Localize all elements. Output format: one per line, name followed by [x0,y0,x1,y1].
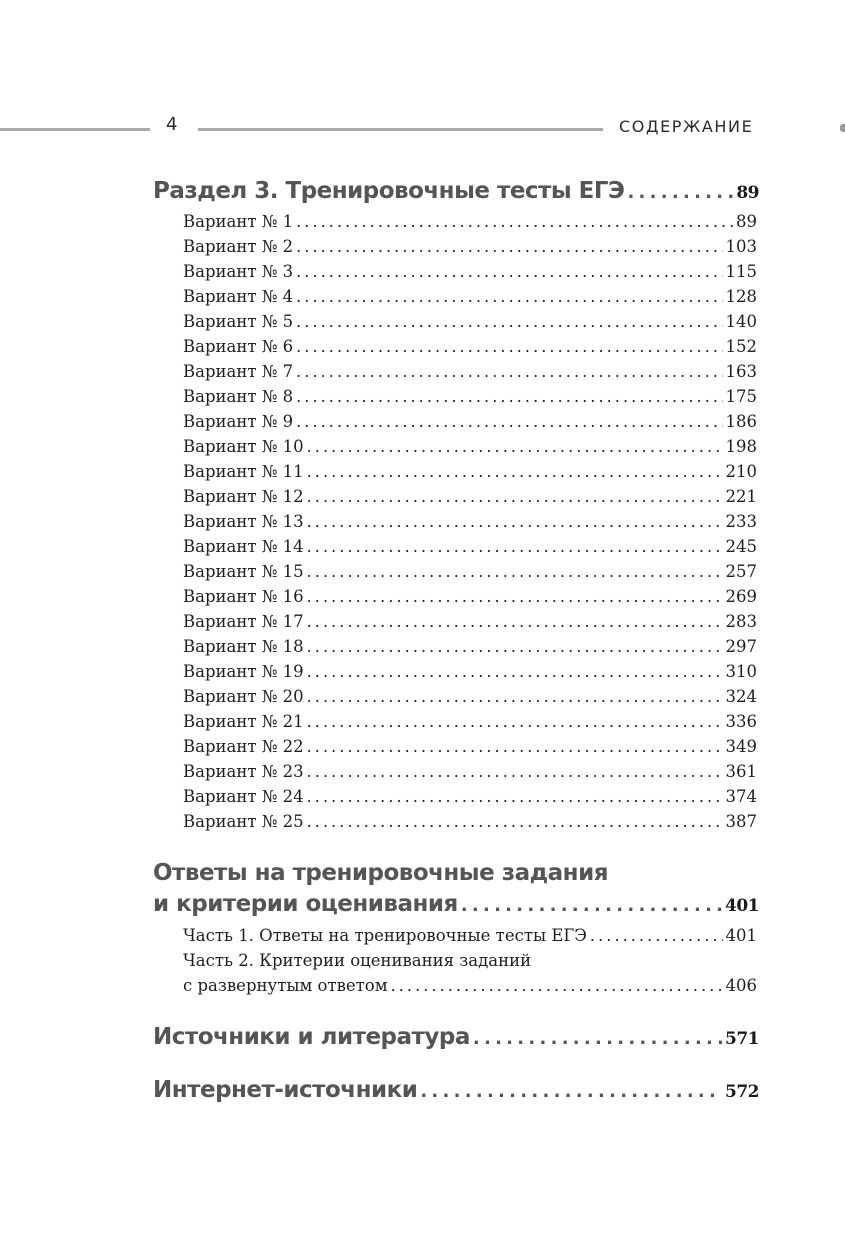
variant-page: 269 [725,587,757,606]
dot-leader [296,237,722,256]
variant-page: 336 [725,712,757,731]
toc-part-item[interactable] [183,976,757,995]
variant-page: 140 [725,312,757,331]
dot-leader [296,262,722,281]
variant-page: 324 [725,687,757,706]
dot-leader [296,337,722,356]
variant-label: Вариант № 8 [183,387,294,406]
variant-label: Вариант № 9 [183,412,294,431]
dot-leader [296,387,722,406]
variant-page: 245 [725,537,757,556]
variant-label: Вариант № 24 [183,787,304,806]
dot-leader [307,662,723,681]
toc-variant-item[interactable] [183,387,757,406]
dot-leader [307,737,723,756]
toc-variant-item[interactable] [183,612,757,631]
variant-page: 257 [725,562,757,581]
toc-variant-item[interactable] [183,487,757,506]
variant-label: Вариант № 2 [183,237,294,256]
toc-variant-item[interactable] [183,762,757,781]
toc-variant-item[interactable] [183,737,757,756]
variant-page: 233 [725,512,757,531]
toc-part2-label-line1[interactable]: Часть 2. Критерии оценивания заданий [183,951,532,970]
toc-variant-item[interactable] [183,662,757,681]
toc-variant-item[interactable] [183,812,757,831]
toc-variant-item[interactable] [183,362,757,381]
dot-leader [420,1081,722,1102]
variant-label: Вариант № 13 [183,512,304,531]
variant-label: Вариант № 19 [183,662,304,681]
toc-variant-item[interactable] [183,562,757,581]
dot-leader [590,926,723,945]
dot-leader [296,212,733,231]
variant-label: Вариант № 23 [183,762,304,781]
toc-answers-title-line1[interactable]: Ответы на тренировочные задания [153,860,608,886]
toc-sources-page: 571 [725,1029,759,1049]
variant-page: 387 [725,812,757,831]
variant-page: 103 [725,237,757,256]
page-number: 4 [166,114,178,135]
toc-variant-item[interactable] [183,512,757,531]
variant-label: Вариант № 17 [183,612,304,631]
toc-variant-item[interactable] [183,212,757,231]
variant-page: 349 [725,737,757,756]
variant-label: Вариант № 18 [183,637,304,656]
variant-label: Вариант № 14 [183,537,304,556]
running-title: СОДЕРЖАНИЕ [619,117,754,136]
variant-label: Вариант № 15 [183,562,304,581]
part-page: 401 [725,926,757,945]
variant-page: 210 [725,462,757,481]
toc-variant-item[interactable] [183,687,757,706]
dot-leader [307,812,723,831]
toc-variant-item[interactable] [183,537,757,556]
toc-variant-item[interactable] [183,637,757,656]
variant-page: 186 [725,412,757,431]
variant-label: Вариант № 3 [183,262,294,281]
toc-answers-title-line2: и критерии оценивания [153,891,458,917]
toc-answers-page: 401 [725,896,759,916]
toc-sources-title: Источники и литература [153,1024,470,1050]
toc-internet[interactable] [153,1077,759,1103]
toc-variant-item[interactable] [183,437,757,456]
toc-section3-title: Раздел 3. Тренировочные тесты ЕГЭ [153,178,625,204]
variant-page: 128 [725,287,757,306]
variant-label: Вариант № 6 [183,337,294,356]
toc-variant-item[interactable] [183,262,757,281]
toc-section3[interactable] [153,178,759,204]
variant-label: Вариант № 25 [183,812,304,831]
dot-leader [296,362,722,381]
dot-leader [296,287,722,306]
variant-page: 175 [725,387,757,406]
variant-label: Вариант № 12 [183,487,304,506]
toc-part-item[interactable] [183,926,757,945]
dot-leader [627,182,733,203]
variant-label: Вариант № 1 [183,212,294,231]
variant-label: Вариант № 4 [183,287,294,306]
header-rule-middle [198,128,603,131]
dot-leader [391,976,723,995]
variant-page: 361 [725,762,757,781]
part-label: с развернутым ответом [183,976,388,995]
dot-leader [307,687,723,706]
toc-variant-item[interactable] [183,787,757,806]
toc-variant-item[interactable] [183,412,757,431]
variant-label: Вариант № 7 [183,362,294,381]
toc-sources[interactable] [153,1024,759,1050]
toc-variant-item[interactable] [183,237,757,256]
variant-label: Вариант № 16 [183,587,304,606]
variant-label: Вариант № 22 [183,737,304,756]
dot-leader [307,537,723,556]
dot-leader [307,512,723,531]
dot-leader [307,762,723,781]
variant-label: Вариант № 10 [183,437,304,456]
toc-variant-item[interactable] [183,287,757,306]
page-edge-mark [840,124,845,132]
variant-page: 163 [725,362,757,381]
dot-leader [307,587,723,606]
dot-leader [307,462,723,481]
variant-label: Вариант № 11 [183,462,304,481]
dot-leader [307,787,723,806]
toc-variant-item[interactable] [183,462,757,481]
variant-page: 297 [725,637,757,656]
variant-page: 115 [725,262,757,281]
variant-page: 89 [736,212,757,231]
variant-page: 310 [725,662,757,681]
variant-page: 283 [725,612,757,631]
toc-variant-item[interactable] [183,337,757,356]
variant-label: Вариант № 21 [183,712,304,731]
dot-leader [473,1028,722,1049]
part-label: Часть 1. Ответы на тренировочные тесты ЕГЭ [183,926,587,945]
dot-leader [461,895,722,916]
dot-leader [307,487,723,506]
toc-section3-page: 89 [736,183,759,203]
dot-leader [307,437,723,456]
dot-leader [296,412,722,431]
variant-label: Вариант № 20 [183,687,304,706]
variant-page: 198 [725,437,757,456]
dot-leader [307,637,723,656]
variant-label: Вариант № 5 [183,312,294,331]
toc-variant-item[interactable] [183,312,757,331]
toc-variant-item[interactable] [183,712,757,731]
toc-answers[interactable] [153,891,759,917]
variant-page: 374 [725,787,757,806]
variant-page: 152 [725,337,757,356]
toc-internet-page: 572 [725,1082,759,1102]
dot-leader [307,712,723,731]
header-rule-left [0,128,150,131]
toc-internet-title: Интернет-источники [153,1077,418,1103]
toc-variant-item[interactable] [183,587,757,606]
dot-leader [296,312,722,331]
variant-page: 221 [725,487,757,506]
part-page: 406 [725,976,757,995]
dot-leader [307,612,723,631]
dot-leader [307,562,723,581]
